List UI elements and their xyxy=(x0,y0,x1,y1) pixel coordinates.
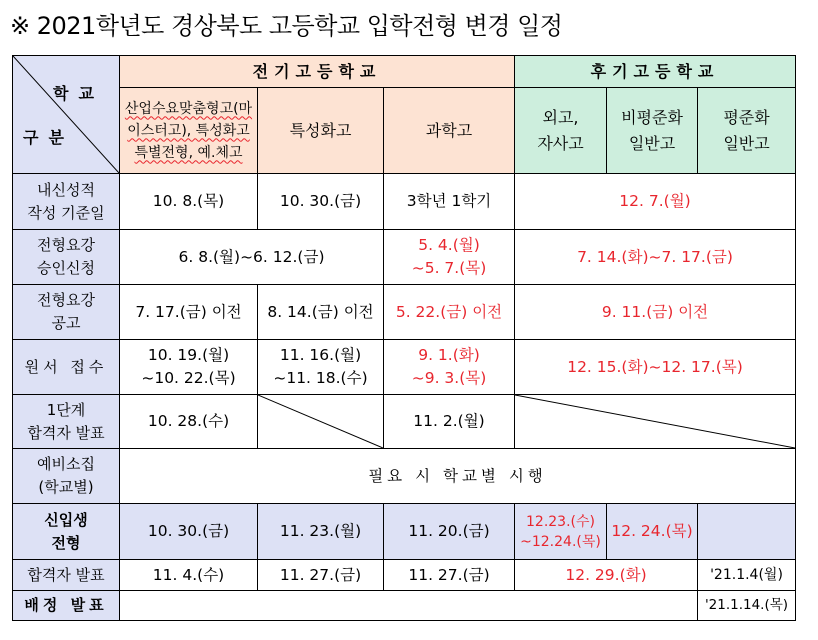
table-cell xyxy=(384,230,515,285)
row-label-line: 원서 접수 xyxy=(24,357,108,376)
row-label-line: 승인신청 xyxy=(37,259,95,277)
table-cell xyxy=(258,340,384,395)
row-label xyxy=(13,230,120,285)
schedule-table xyxy=(12,55,796,621)
table-cell: 11. 4.(수) xyxy=(120,560,258,591)
row-label xyxy=(13,449,120,504)
cell-line: ~10. 22.(목) xyxy=(141,369,236,387)
cell-line: ~12.24.(목) xyxy=(520,533,601,550)
col-header-equalized xyxy=(698,88,796,174)
table-row xyxy=(13,285,796,340)
table-cell: 12. 15.(화)~12. 17.(목) xyxy=(515,340,796,395)
col-header-science xyxy=(384,88,515,174)
table-cell: 7. 17.(금) 이전 xyxy=(120,285,258,340)
row-label xyxy=(13,174,120,230)
table-cell: 12. 29.(화) xyxy=(515,560,698,591)
row-label-line: 전형 xyxy=(51,533,81,552)
table-row xyxy=(13,560,796,591)
col-header-line: 특성화고 xyxy=(289,120,352,140)
table-row xyxy=(13,340,796,395)
col-header-meister xyxy=(120,88,258,174)
table-cell: 10. 30.(금) xyxy=(120,504,258,560)
col-header-line: 비평준화 xyxy=(621,107,683,127)
table-cell: 7. 14.(화)~7. 17.(금) xyxy=(515,230,796,285)
row-label-line: 합격자 발표 xyxy=(27,565,105,584)
cell-line: 5. 4.(월) xyxy=(418,236,480,254)
col-header-line: 이스터고), 특성화고 xyxy=(127,122,250,139)
corner-top-label: 학교 xyxy=(53,84,104,103)
table-cell: 5. 22.(금) 이전 xyxy=(384,285,515,340)
table-cell: 11. 20.(금) xyxy=(384,504,515,560)
row-label-line: (학교별) xyxy=(38,478,94,496)
table-row xyxy=(13,591,796,621)
col-header-line: 특별전형, 예.체고 xyxy=(134,144,243,161)
cell-line: 10. 19.(월) xyxy=(147,346,230,364)
cell-diagonal xyxy=(515,395,795,448)
table-cell: 필요 시 학교별 시행 xyxy=(120,449,796,504)
table-cell: 3학년 1학기 xyxy=(384,174,515,230)
row-label-line: 1단계 xyxy=(46,400,86,419)
table-cell xyxy=(384,340,515,395)
row-label xyxy=(13,395,120,449)
table-cell: '21.1.14.(목) xyxy=(698,591,796,621)
back-group-header: 후기고등학교 xyxy=(515,56,796,88)
empty-cell xyxy=(698,504,796,560)
table-cell: 11. 23.(월) xyxy=(258,504,384,560)
front-group-header: 전기고등학교 xyxy=(120,56,515,88)
corner-bottom-label: 구분 xyxy=(23,128,74,147)
corner-header xyxy=(13,56,120,174)
col-header-specialized xyxy=(258,88,384,174)
empty-cell xyxy=(258,395,384,449)
page-title: ※ 2021학년도 경상북도 고등학교 입학전형 변경 일정 xyxy=(10,12,563,40)
table-cell: 11. 2.(월) xyxy=(384,395,515,449)
col-header-foreign xyxy=(515,88,607,174)
table-cell: 11. 27.(금) xyxy=(258,560,384,591)
cell-line: 9. 1.(화) xyxy=(418,346,480,364)
table-cell xyxy=(515,504,607,560)
row-label-line: 전형요강 xyxy=(37,291,95,309)
row-label xyxy=(13,340,120,395)
cell-line: ~5. 7.(목) xyxy=(411,259,487,277)
col-header-line: 일반고 xyxy=(723,133,770,153)
table-cell: 9. 11.(금) 이전 xyxy=(515,285,796,340)
row-label xyxy=(13,504,120,560)
row-label-line: 내신성적 xyxy=(37,180,95,199)
cell-line: 11. 16.(월) xyxy=(279,346,362,364)
col-header-line: 자사고 xyxy=(537,133,584,153)
col-header-line: 평준화 xyxy=(723,107,770,127)
table-cell: 6. 8.(월)~6. 12.(금) xyxy=(120,230,384,285)
cell-diagonal xyxy=(258,395,383,448)
table-cell: 10. 28.(수) xyxy=(120,395,258,449)
table-cell: 10. 8.(목) xyxy=(120,174,258,230)
row-label xyxy=(13,591,120,621)
table-row xyxy=(13,395,796,449)
table-row xyxy=(13,504,796,560)
table-cell xyxy=(120,340,258,395)
cell-line: ~9. 3.(목) xyxy=(411,369,487,387)
corner-diagonal xyxy=(13,56,119,173)
table-row xyxy=(13,230,796,285)
table-cell: 12. 7.(월) xyxy=(515,174,796,230)
row-label-line: 전형요강 xyxy=(37,236,95,254)
row-label-line: 예비소집 xyxy=(37,455,95,473)
table-cell: '21.1.4(월) xyxy=(698,560,796,591)
col-header-line: 산업수요맞춤형고(마 xyxy=(124,100,253,117)
empty-cell xyxy=(515,395,796,449)
cell-line: 12.23.(수) xyxy=(526,513,595,530)
table-cell: 12. 24.(목) xyxy=(607,504,698,560)
col-header-line: 외고, xyxy=(542,107,579,127)
row-label xyxy=(13,285,120,340)
table-cell: 11. 27.(금) xyxy=(384,560,515,591)
table-cell: 10. 30.(금) xyxy=(258,174,384,230)
col-header-line: 일반고 xyxy=(628,133,676,153)
table-row xyxy=(13,174,796,230)
row-label-line: 신입생 xyxy=(44,510,88,529)
col-header-nonequalized xyxy=(607,88,698,174)
row-label-line: 합격자 발표 xyxy=(27,423,105,442)
row-label-line: 작성 기준일 xyxy=(27,203,105,222)
cell-line: ~11. 18.(수) xyxy=(273,369,368,387)
row-label xyxy=(13,560,120,591)
empty-cell xyxy=(120,591,698,621)
col-header-line: 과학고 xyxy=(425,120,473,140)
table-cell: 8. 14.(금) 이전 xyxy=(258,285,384,340)
row-label-line: 공고 xyxy=(51,314,81,332)
row-label-line: 배정 발표 xyxy=(24,596,108,614)
table-row xyxy=(13,449,796,504)
